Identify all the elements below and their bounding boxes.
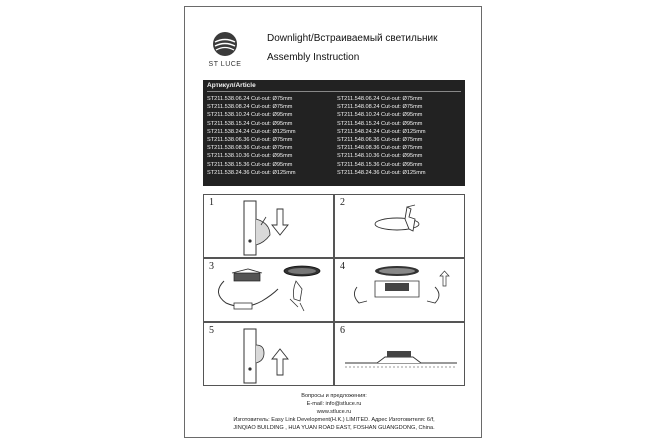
step-number: 5 bbox=[209, 325, 214, 336]
article-row: ST211.538.08.24 Cut-out: Ø75mm bbox=[207, 104, 293, 111]
article-row: ST211.538.15.24 Cut-out: Ø95mm bbox=[207, 120, 293, 127]
article-row: ST211.538.24.24 Cut-out: Ø125mm bbox=[207, 128, 296, 135]
article-table bbox=[203, 80, 465, 186]
article-row: ST211.548.10.24 Cut-out: Ø95mm bbox=[337, 112, 423, 119]
brand-logo bbox=[205, 31, 245, 73]
article-row: ST211.548.15.24 Cut-out: Ø95mm bbox=[337, 120, 423, 127]
logo-text: ST LUCE bbox=[208, 61, 242, 68]
step-panel-1 bbox=[203, 194, 334, 258]
article-row: ST211.548.15.36 Cut-out: Ø95mm bbox=[337, 161, 423, 168]
step-2-illustration bbox=[335, 195, 465, 258]
article-column-left bbox=[207, 95, 331, 177]
step-panel-5 bbox=[203, 322, 334, 386]
document-title: Downlight/Встраиваемый светильник bbox=[267, 33, 438, 44]
step-5-illustration bbox=[204, 323, 334, 386]
assembly-steps bbox=[203, 194, 465, 386]
st-luce-logo-icon bbox=[212, 31, 238, 57]
article-row: ST211.548.06.36 Cut-out: Ø75mm bbox=[337, 137, 423, 144]
article-row: ST211.538.10.24 Cut-out: Ø95mm bbox=[207, 112, 293, 119]
step-number: 3 bbox=[209, 261, 214, 272]
step-panel-3 bbox=[203, 258, 334, 322]
footer-website: www.stluce.ru bbox=[316, 409, 352, 415]
instruction-sheet bbox=[184, 6, 482, 438]
footer-address: JINQIAO BUILDING , HUA YUAN ROAD EAST, FOSHAN GUANGDONG, China. bbox=[233, 425, 435, 431]
step-number: 6 bbox=[340, 325, 345, 336]
footer-manufacturer: Изготовитель: Easy Link Development(H.K.) LIMITED. Адрес Изготовителя: 6/f, bbox=[233, 417, 435, 423]
step-1-illustration bbox=[204, 195, 334, 258]
article-row: ST211.548.24.24 Cut-out: Ø125mm bbox=[337, 128, 426, 135]
article-table-header: Артикул/Article bbox=[207, 82, 461, 92]
step-6-illustration bbox=[335, 323, 465, 386]
article-row: ST211.538.24.36 Cut-out: Ø125mm bbox=[207, 169, 296, 176]
article-column-right bbox=[337, 95, 461, 177]
step-panel-2 bbox=[334, 194, 465, 258]
article-row: ST211.538.10.36 Cut-out: Ø95mm bbox=[207, 153, 293, 160]
article-row: ST211.548.10.36 Cut-out: Ø95mm bbox=[337, 153, 423, 160]
step-3-illustration bbox=[204, 259, 334, 322]
article-row: ST211.538.08.36 Cut-out: Ø75mm bbox=[207, 145, 293, 152]
document-subtitle: Assembly Instruction bbox=[267, 52, 360, 63]
article-row: ST211.548.06.24 Cut-out: Ø75mm bbox=[337, 96, 423, 102]
article-row: ST211.548.24.36 Cut-out: Ø125mm bbox=[337, 169, 426, 176]
contact-footer bbox=[185, 392, 483, 432]
step-number: 4 bbox=[340, 261, 345, 272]
step-4-illustration bbox=[335, 259, 465, 322]
step-panel-6 bbox=[334, 322, 465, 386]
step-number: 2 bbox=[340, 197, 345, 208]
footer-questions: Вопросы и предложения: bbox=[301, 393, 367, 399]
article-row: ST211.548.08.24 Cut-out: Ø75mm bbox=[337, 104, 423, 111]
article-row: ST211.538.15.36 Cut-out: Ø95mm bbox=[207, 161, 293, 168]
step-number: 1 bbox=[209, 197, 214, 208]
footer-email: E-mail: info@stluce.ru bbox=[306, 401, 362, 407]
article-row: ST211.548.08.36 Cut-out: Ø75mm bbox=[337, 145, 423, 152]
step-panel-4 bbox=[334, 258, 465, 322]
article-row: ST211.538.06.24 Cut-out: Ø75mm bbox=[207, 96, 293, 102]
article-row: ST211.538.06.36 Cut-out: Ø75mm bbox=[207, 137, 293, 144]
